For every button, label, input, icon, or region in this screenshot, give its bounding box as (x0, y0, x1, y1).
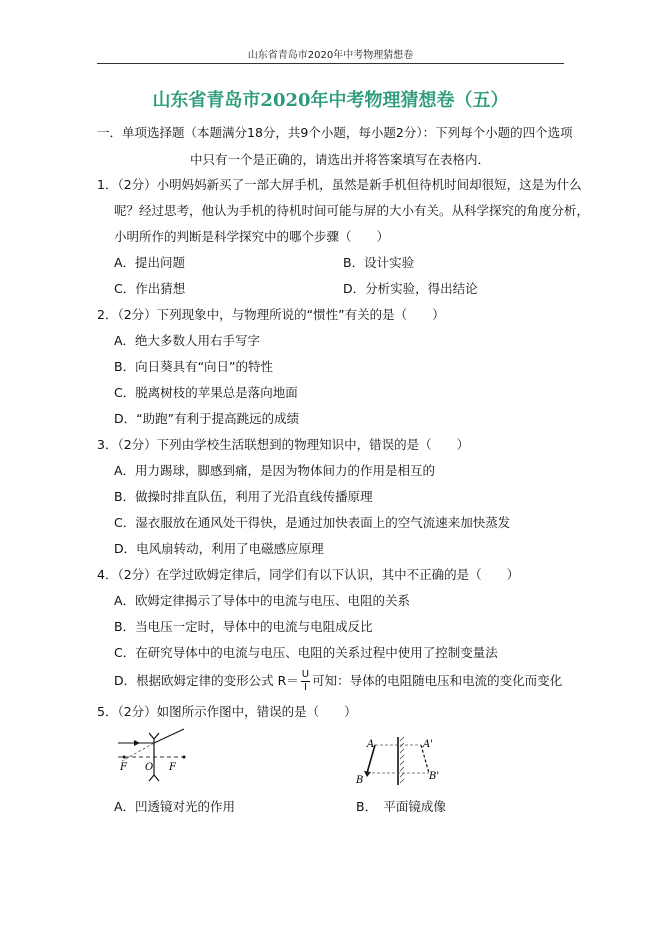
q5-option-b: B． 平面镜成像 (356, 799, 446, 814)
focus-label-right: F (169, 762, 176, 773)
q4-option-a: A．欧姆定律揭示了导体中的电流与电压、电阻的关系 (114, 593, 411, 608)
label-b-prime: B' (429, 771, 440, 782)
q1-option-b: B．设计实验 (343, 255, 415, 270)
q1-stem-line-2: 呢？经过思考，他认为手机的待机时间可能与屏的大小有关。从科学探究的角度分析， (114, 203, 590, 218)
q1-option-a: A．提出问题 (114, 255, 186, 270)
q3-stem: 3．（2分）下列由学校生活联想到的物理知识中，错误的是（ ） (97, 437, 470, 452)
q2-option-a: A．绝大多数人用右手写字 (114, 333, 261, 348)
formula-fraction (301, 669, 310, 694)
q4-option-d-prefix: D．根据欧姆定律的变形公式 R＝ (114, 673, 299, 688)
section-heading-cont: 中只有一个是正确的，请选出并将答案填写在表格内． (190, 152, 491, 167)
q2-stem: 2．（2分）下列现象中，与物理所说的“惯性”有关的是（ ） (97, 307, 445, 322)
focus-point-right (183, 756, 186, 759)
concave-lens-symbol (149, 733, 159, 781)
label-a-prime: A' (423, 739, 433, 750)
q2-option-d: D．“助跑”有利于提高跳远的成绩 (114, 411, 300, 426)
ray-extension (122, 743, 154, 761)
focus-label-left: F (120, 762, 127, 773)
q2-option-b: B．向日葵具有“向日”的特性 (114, 359, 274, 374)
q3-option-a: A．用力踢球，脚感到痛，是因为物体间力的作用是相互的 (114, 463, 436, 478)
fraction-numerator: U (301, 669, 310, 680)
refracted-ray (154, 729, 184, 743)
mirror-hatching (400, 737, 404, 783)
concave-lens-figure (114, 725, 194, 785)
section-heading: 一．单项选择题（本题满分18分，共9个小题，每小题2分）：下列每个小题的四个选项 (97, 125, 573, 140)
q4-option-d (114, 669, 562, 694)
q3-option-b: B．做操时排直队伍，利用了光沿直线传播原理 (114, 489, 373, 504)
q4-option-c: C．在研究导体中的电流与电压、电阻的关系过程中使用了控制变量法 (114, 645, 498, 660)
incident-ray-arrow (134, 740, 140, 746)
q1-option-d: D．分析实验，得出结论 (343, 281, 478, 296)
q4-option-d-suffix: 可知：导体的电阻随电压和电流的变化而变化 (312, 673, 563, 688)
q5-stem: 5．（2分）如图所示作图中，错误的是（ ） (97, 704, 357, 719)
fraction-denominator: I (303, 682, 307, 693)
q1-stem-line-3: 小明所作的判断是科学探究中的哪个步骤（ ） (114, 229, 390, 244)
q4-stem: 4．（2分）在学过欧姆定律后，同学们有以下认识，其中不正确的是（ ） (97, 567, 520, 582)
q3-option-c: C．湿衣服放在通风处干得快，是通过加快表面上的空气流速来加快蒸发 (114, 515, 511, 530)
q5-option-a: A．凹透镜对光的作用 (114, 799, 236, 814)
q2-option-c: C．脱离树枝的苹果总是落向地面 (114, 385, 298, 400)
focus-point-left (123, 756, 126, 759)
q4-option-b: B．当电压一定时，导体中的电流与电阻成反比 (114, 619, 373, 634)
plane-mirror-figure (353, 735, 448, 787)
object-arrowhead (364, 771, 371, 777)
label-a: A (367, 739, 375, 750)
running-header: 山东省青岛市2020年中考物理猜想卷 (247, 50, 414, 61)
q3-option-d: D．电风扇转动，利用了电磁感应原理 (114, 541, 324, 556)
label-b: B (356, 775, 364, 786)
page-title: 山东省青岛市2020年中考物理猜想卷（五） (152, 90, 509, 111)
q1-stem-line-1: 1．（2分）小明妈妈新买了一部大屏手机，虽然是新手机但待机时间却很短，这是为什么 (97, 177, 582, 192)
q1-option-c: C．作出猜想 (114, 281, 186, 296)
header-divider (97, 63, 564, 64)
optical-center-label: O (145, 762, 154, 773)
